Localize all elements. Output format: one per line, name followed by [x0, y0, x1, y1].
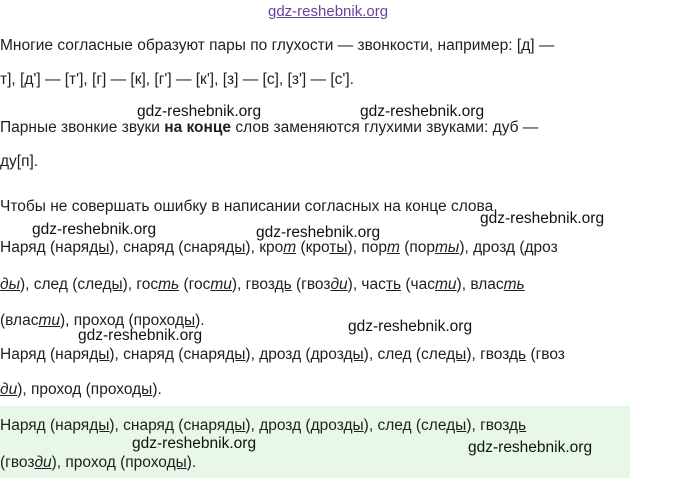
text-segment: (прохо: [124, 312, 175, 329]
text-segment: д: [292, 346, 302, 363]
text-segment: ), гос: [122, 276, 159, 293]
text-segment: ды: [132, 381, 153, 398]
text-segment: ды: [89, 417, 110, 434]
example-3-line-2: [0, 453, 196, 473]
text-segment: ), дроз: [245, 346, 293, 363]
text-segment: Наря: [0, 417, 37, 434]
paragraph-2-line-1: Парные звонкие звуки на конце слов заменяются глухими звуками: дуб —: [0, 119, 539, 136]
text-segment: (снаря: [173, 417, 226, 434]
text-segment: ты: [435, 239, 460, 256]
watermark: gdz-reshebnik.org: [348, 318, 473, 335]
text-segment: (прохо: [115, 454, 167, 471]
text-segment: ), гвоз: [466, 346, 510, 363]
text-segment: ты: [329, 239, 348, 256]
text-segment: ди: [34, 454, 52, 471]
text-segment: ), гвоз: [466, 417, 510, 434]
text-segment: (гвоз: [526, 346, 565, 363]
text-segment: ды: [102, 276, 123, 293]
text-segment: ди: [330, 276, 348, 293]
text-segment: ), дроз: [245, 417, 293, 434]
paragraph-2-line-2: ду[п].: [0, 153, 39, 170]
text-segment: ).: [195, 312, 205, 329]
text-segment: ды: [174, 312, 196, 329]
text-segment: ), пор: [347, 239, 387, 256]
text-segment: (дроз: [515, 239, 558, 256]
text-segment: (влас: [0, 312, 39, 329]
text-segment: д: [402, 346, 412, 363]
text-segment: (пор: [399, 239, 435, 256]
text-segment: ), снаря: [109, 346, 165, 363]
text-segment: ды: [343, 417, 364, 434]
text-segment: (сле: [67, 276, 103, 293]
text-segment: (дроз: [301, 346, 344, 363]
text-segment: ды: [225, 417, 246, 434]
text-segment: (кро: [296, 239, 330, 256]
text-segment: ), кро: [245, 239, 284, 256]
text-segment: ды: [446, 417, 467, 434]
text-segment: ), сле: [19, 276, 59, 293]
text-segment: (снаря: [173, 239, 226, 256]
text-segment: ды: [89, 346, 110, 363]
text-segment: т: [386, 239, 400, 256]
example-2-line-2: [0, 380, 162, 400]
text-segment: (гос: [179, 276, 211, 293]
watermark: gdz-reshebnik.org: [78, 327, 203, 344]
paragraph-1-line-1: Многие согласные образуют пары по глухости — звонкости, например: [д] —: [0, 37, 555, 54]
example-3-line-1: [0, 416, 526, 436]
watermark: gdz-reshebnik.org: [360, 103, 485, 120]
text-segment: д: [292, 417, 302, 434]
text-segment: д: [402, 417, 412, 434]
text-segment: (снаря: [173, 346, 226, 363]
text-segment: д: [72, 381, 82, 398]
text-segment: д: [36, 417, 46, 434]
text-segment: (сле: [411, 346, 447, 363]
text-segment: (дроз: [301, 417, 344, 434]
text-segment: ти: [38, 312, 61, 329]
text-segment: д: [164, 239, 174, 256]
example-2-line-1: [0, 345, 565, 365]
watermark: gdz-reshebnik.org: [256, 224, 381, 241]
paragraph-3-line-1: Чтобы не совершать ошибку в написании согласных на конце слова,: [0, 198, 498, 215]
text-segment: (наря: [45, 346, 90, 363]
text-segment: д: [115, 312, 125, 329]
text-segment: ).: [186, 454, 197, 471]
text-segment: ).: [152, 381, 162, 398]
text-segment: ть: [158, 276, 180, 293]
text-segment: ти: [210, 276, 232, 293]
text-segment: д: [36, 346, 46, 363]
text-segment: (прохо: [81, 381, 133, 398]
text-segment: Наря: [0, 239, 37, 256]
text-segment: д: [164, 346, 174, 363]
text-segment: ды: [225, 239, 246, 256]
text-segment: ), прохо: [17, 381, 73, 398]
text-segment: дь: [274, 276, 292, 293]
text-segment: ), гвоз: [231, 276, 275, 293]
text-segment: ), влас: [456, 276, 504, 293]
text-segment: ды: [89, 239, 110, 256]
watermark-top[interactable]: gdz-reshebnik.org: [268, 3, 389, 20]
text-segment: ти: [435, 276, 457, 293]
text-segment: ды: [343, 346, 364, 363]
text-segment: ), прохо: [60, 312, 116, 329]
text-segment: д: [58, 276, 68, 293]
watermark: gdz-reshebnik.org: [137, 103, 262, 120]
paragraph-1-line-2: т], [д'] — [т'], [г] — [к], [г'] — [к'], [з] — [с], [з'] — [с'].: [0, 71, 354, 88]
text-segment: ды: [0, 276, 20, 293]
watermark: gdz-reshebnik.org: [480, 210, 605, 227]
text-segment: дь: [509, 346, 527, 363]
text-segment: ть: [385, 276, 402, 293]
text-segment: (сле: [411, 417, 447, 434]
text-segment: ), снаря: [109, 239, 165, 256]
watermark: gdz-reshebnik.org: [132, 435, 257, 452]
example-1-line-2: [0, 275, 525, 295]
text-segment: (час: [401, 276, 435, 293]
text-segment: ), прохо: [51, 454, 107, 471]
text-segment: дь: [509, 417, 527, 434]
text-segment: д: [505, 239, 516, 256]
text-segment: ), сле: [363, 417, 403, 434]
text-segment: ды: [166, 454, 187, 471]
text-segment: (гвоз: [0, 454, 35, 471]
watermark: gdz-reshebnik.org: [468, 439, 593, 456]
text-segment: д: [106, 454, 116, 471]
watermark: gdz-reshebnik.org: [32, 221, 157, 238]
text-segment: (наря: [45, 417, 90, 434]
text-segment: д: [164, 417, 174, 434]
text-segment: т: [283, 239, 297, 256]
text-segment: (наря: [45, 239, 90, 256]
text-segment: ди: [0, 381, 18, 398]
text-segment: д: [36, 239, 46, 256]
text-segment: ), дроз: [459, 239, 506, 256]
text-segment: ), снаря: [109, 417, 165, 434]
text-segment: ), час: [347, 276, 386, 293]
text-segment: Наря: [0, 346, 37, 363]
text-segment: ды: [225, 346, 246, 363]
text-segment: ды: [446, 346, 467, 363]
text-segment: ть: [503, 276, 525, 293]
text-segment: (гвоз: [291, 276, 331, 293]
text-segment: ), сле: [363, 346, 403, 363]
